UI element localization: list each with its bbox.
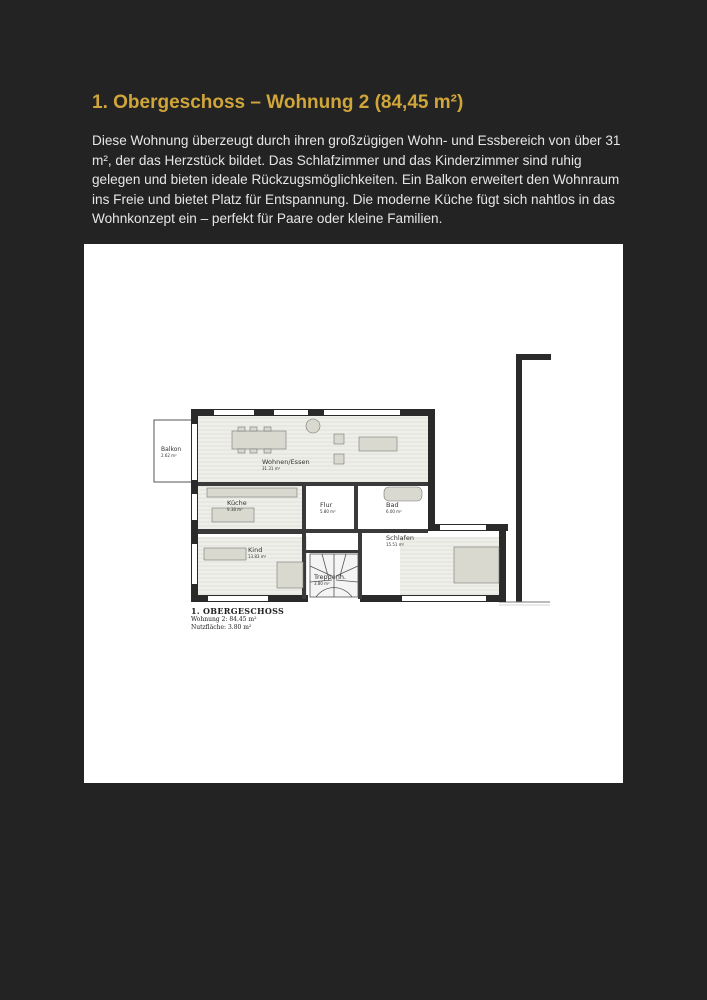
room-name-balkon: Balkon <box>161 446 182 453</box>
caption-nutzflaeche: Nutzfläche: 3.80 m² <box>191 624 252 631</box>
floor-plan-caption <box>191 606 284 632</box>
caption-title: 1. OBERGESCHOSS <box>191 606 285 616</box>
floor-plan-image <box>84 244 623 783</box>
room-area-treppenh: 3.80 m² <box>314 581 330 586</box>
room-name-flur: Flur <box>320 501 333 509</box>
room-area-kind: 13.83 m² <box>248 554 267 559</box>
room-area-bad: 6.00 m² <box>386 509 402 514</box>
adjacent-building-wall <box>516 354 551 602</box>
room-name-wohnen: Wohnen/Essen <box>262 458 310 466</box>
room-area-flur: 5.80 m² <box>320 509 336 514</box>
room-area-kueche: 9.38 m² <box>227 507 243 512</box>
page-title: 1. Obergeschoss – Wohnung 2 (84,45 m²) <box>92 92 464 113</box>
intro-paragraph: Diese Wohnung überzeugt durch ihren großzügigen Wohn- und Essbereich von über 31 m², der das Herzstück bildet. Das Schlafzimmer und das Kinderzimmer sind ruhig gelegen und bieten ideale Rückzugsmöglichkeiten. Ein Balkon erweitert den Wohnraum ins Freie und bietet Platz für Entspannung. Die moderne Küche fügt sich nahtlos in das Wohnkonzept ein – perfekt für Paare oder kleine Familien. <box>92 133 621 227</box>
room-name-treppenh: Treppenh. <box>314 573 347 581</box>
room-name-bad: Bad <box>386 501 399 509</box>
room-area-balkon: 2.62 m² <box>161 453 177 458</box>
room-area-wohnen: 31.31 m² <box>262 466 281 471</box>
room-name-kueche: Küche <box>227 499 247 507</box>
floor-plan-drawing <box>84 244 623 783</box>
room-name-schlafen: Schlafen <box>386 534 415 542</box>
caption-wohnung: Wohnung 2: 84.45 m² <box>191 616 257 623</box>
room-area-schlafen: 15.51 m² <box>386 542 405 547</box>
room-name-kind: Kind <box>248 546 263 554</box>
